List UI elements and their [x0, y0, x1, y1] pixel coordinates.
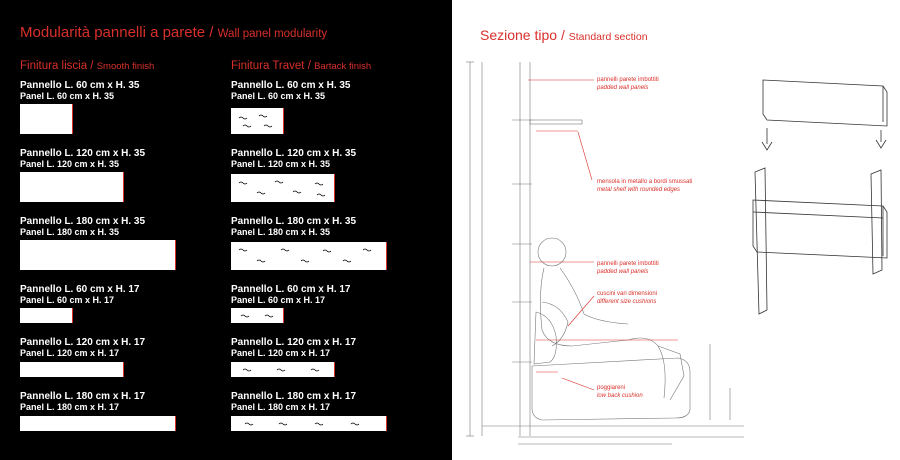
- bartack-stitch-marks: [231, 308, 284, 323]
- panel-label-smooth-180x17: Pannello L. 180 cm x H. 17 Panel L. 180 cm x H. 17: [20, 391, 146, 412]
- section-title: Modularità pannelli a parete / Wall panel modularity: [20, 24, 328, 41]
- note-padded-wall-panels-bottom: pannelli parete imbottiti padded wall panels: [597, 261, 659, 275]
- bartack-panel-60x35: [231, 108, 284, 134]
- note-padded-wall-panels-top: pannelli parete imbottiti padded wall panels: [597, 77, 659, 91]
- smooth-panel-180x35: [20, 240, 176, 270]
- note-metal-shelf: mensola in metallo a bordi smussati metal shelf with rounded edges: [597, 179, 693, 193]
- bartack-stitch-marks: [231, 416, 387, 431]
- bartack-stitch-marks: [231, 174, 335, 202]
- section-drawing-title: Sezione tipo / Standard section: [480, 27, 648, 43]
- bartack-panel-180x35: [231, 242, 387, 270]
- panel-mounting-diagram: [745, 70, 895, 340]
- panel-label-bartack-180x17: Pannello L. 180 cm x H. 17 Panel L. 180 cm x H. 17: [231, 391, 357, 412]
- smooth-finish-heading: Finitura liscia / Smooth finish: [20, 60, 155, 72]
- note-low-back-cushion: poggiareni low back cushion: [597, 385, 643, 399]
- smooth-panel-60x35: [20, 104, 73, 134]
- bartack-panel-120x35: [231, 174, 335, 202]
- panel-label-smooth-60x17: Pannello L. 60 cm x H. 17 Panel L. 60 cm x H. 17: [20, 284, 140, 305]
- smooth-panel-120x35: [20, 172, 124, 202]
- panel-label-smooth-120x35: Pannello L. 120 cm x H. 35 Panel L. 120 cm x H. 35: [20, 148, 146, 169]
- note-cushions: cuscini vari dimensioni different size cushions: [597, 291, 658, 305]
- panel-label-bartack-60x17: Pannello L. 60 cm x H. 17 Panel L. 60 cm x H. 17: [231, 284, 351, 305]
- panel-label-bartack-60x35: Pannello L. 60 cm x H. 35 Panel L. 60 cm x H. 35: [231, 80, 351, 101]
- smooth-panel-60x17: [20, 308, 73, 323]
- panel-label-smooth-180x35: Pannello L. 180 cm x H. 35 Panel L. 180 cm x H. 35: [20, 216, 146, 237]
- bartack-finish-heading: Finitura Travet / Bartack finish: [231, 60, 372, 72]
- panel-label-bartack-120x35: Pannello L. 120 cm x H. 35 Panel L. 120 cm x H. 35: [231, 148, 357, 169]
- bartack-panel-120x17: [231, 362, 335, 377]
- bartack-stitch-marks: [231, 108, 284, 134]
- bartack-panel-180x17: [231, 416, 387, 431]
- panel-label-smooth-60x35: Pannello L. 60 cm x H. 35 Panel L. 60 cm x H. 35: [20, 80, 140, 101]
- bartack-panel-60x17: [231, 308, 284, 323]
- bartack-stitch-marks: [231, 362, 335, 377]
- panel-label-bartack-120x17: Pannello L. 120 cm x H. 17 Panel L. 120 cm x H. 17: [231, 337, 357, 358]
- panel-label-bartack-180x35: Pannello L. 180 cm x H. 35 Panel L. 180 cm x H. 35: [231, 216, 357, 237]
- panel-label-smooth-120x17: Pannello L. 120 cm x H. 17 Panel L. 120 cm x H. 17: [20, 337, 146, 358]
- bartack-stitch-marks: [231, 242, 387, 270]
- smooth-panel-120x17: [20, 362, 124, 377]
- smooth-panel-180x17: [20, 416, 176, 431]
